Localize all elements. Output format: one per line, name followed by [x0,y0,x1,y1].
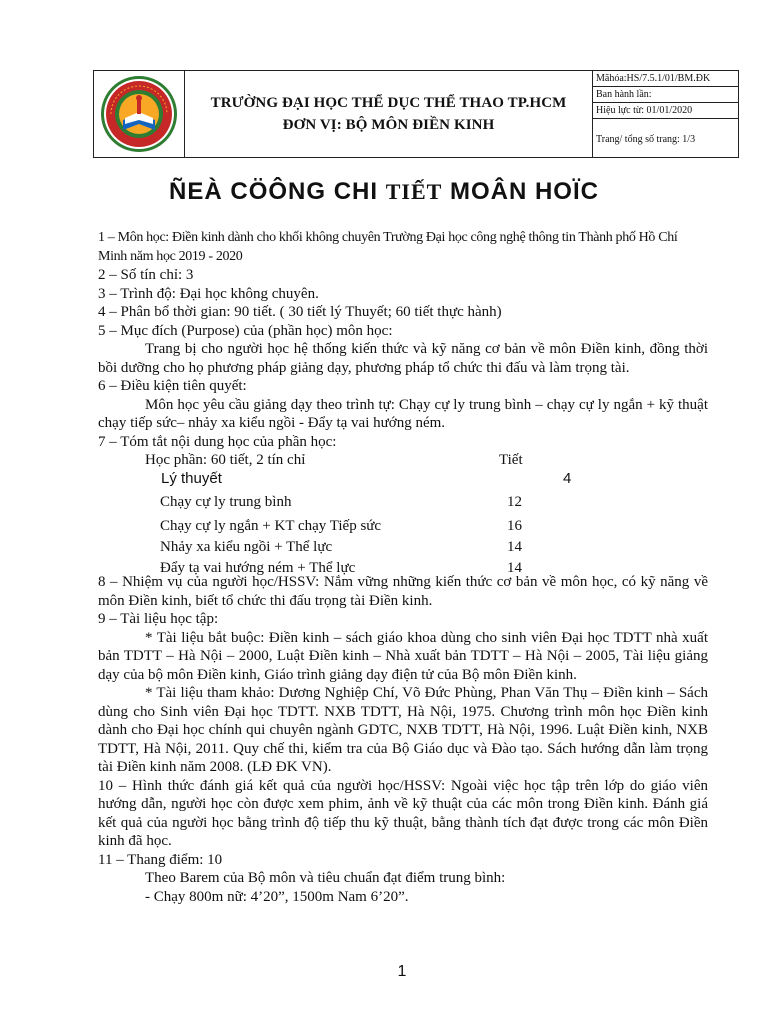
syllabus-row-hours: 12 [507,494,522,510]
syllabus-row-name: Nhảy xa kiểu ngồi + Thể lực [160,539,333,555]
item-3-level: 3 – Trình độ: Đại học không chuyên. [98,285,319,302]
syllabus-row-name: Đẩy tạ vai hướng ném + Thể lực [160,560,356,576]
syllabus-row-hours: 4 [563,470,572,487]
document-title [0,178,768,206]
syllabus-row-name: Chạy cự ly trung bình [160,494,292,510]
item-4-time-allocation: 4 – Phân bổ thời gian: 90 tiết. ( 30 tiết lý Thuyết; 60 tiết thực hành) [98,304,502,320]
document-code: Mãhóa:HS/7.5.1/01/BM.ĐK [593,71,738,87]
item-11-grading-scale: 11 – Thang điểm: 10 [98,851,223,868]
syllabus-row-hours: 14 [507,560,522,576]
item-5-purpose-text: Trang bị cho người học hệ thống kiến thức và kỹ năng cơ bản về môn Điền kinh, đồng thời bồi dưỡng cho họ phương pháp giảng dạy, phương pháp tổ chức thi đấu và làm trọng tài. [98,341,708,376]
item-1-subject: 1 – Môn học: Điền kinh dành cho khối không chuyên Trường Đại học công nghệ thông tin Thành phố Hồ Chí Minh năm học 2019 - 2020 [98,230,678,264]
title-part-2: TIẾT [385,179,443,204]
item-6-prerequisites-text: Môn học yêu cầu giảng dạy theo trình tự: Chạy cự ly trung bình – chạy cự ly ngắn + kỹ thuật chạy tiếp sức– nhảy xa kiểu ngồi - Đẩy tạ vai hướng ném. [98,396,708,431]
item-5-purpose-heading: 5 – Mục đích (Purpose) của (phần học) môn học: [98,322,393,339]
issue-number: Ban hành lần: [593,87,738,103]
syllabus-header-label: Học phần: 60 tiết, 2 tín chỉ [145,452,306,468]
item-7-summary-heading: 7 – Tóm tắt nội dung học của phần học: [98,433,337,450]
document-header [93,70,739,158]
syllabus-header-unit: Tiết [499,452,523,468]
title-part-1: ÑEÀ CÖÔNG CHI [169,178,386,205]
item-11-barem-text: Theo Barem của Bộ môn và tiêu chuẩn đạt điểm trung bình: [145,870,506,886]
item-9-reference-materials: * Tài liệu tham khảo: Dương Nghiệp Chí, Võ Đức Phùng, Phan Văn Thụ – Điền kinh – Sách dùng cho Sinh viên Đại học TDTT. NXB TDTT, Hà Nội, 1975. Chương trình môn học Điền kinh dành cho Đại học chính qui chuyên ngành GDTC, NXB TDTT, Hà Nội, 1996. Luật Điền kinh, NXB TDTT, Hà Nội, 2011. Quy chế thi, kiểm tra của Bộ Giáo dục và Đào tạo. Sách hướng dẫn làm trọng tài Điền kinh năm 2008. (LĐ ĐK VN). [98,685,708,775]
header-meta-cell [593,71,738,157]
document-body [98,229,708,906]
effective-date: Hiệu lực từ: 01/01/2020 [593,103,738,119]
item-9-materials-heading: 9 – Tài liệu học tập: [98,611,219,627]
syllabus-row-hours: 16 [507,518,522,534]
syllabus-row-name: Lý thuyết [161,470,222,487]
university-logo-icon [99,74,179,154]
header-title-cell [185,71,593,157]
department-name: ĐƠN VỊ: BỘ MÔN ĐIỀN KINH [282,117,495,133]
syllabus-row-hours: 14 [507,539,522,555]
syllabus-table [98,451,708,576]
item-6-prerequisites-heading: 6 – Điều kiện tiên quyết: [98,378,247,394]
item-9-required-materials: * Tài liệu bắt buộc: Điền kinh – sách giáo khoa dùng cho sinh viên Đại học TDTT nhà xuất bản TDTT – Hà Nội – 2000, Luật Điền kinh – Nhà xuất bản TDTT – Hà Nội – 2005, Tài liệu giảng dạy của bộ môn Điền kinh, Giáo trình giảng dạy điện tử của Bộ môn Điền kinh. [98,629,708,683]
page-count: Trang/ tổng số trang: 1/3 [596,134,696,145]
item-2-credits: 2 – Số tín chỉ: 3 [98,267,194,283]
title-part-3: MOÂN HOÏC [442,178,599,205]
logo-cell [94,71,185,157]
page-number: 1 [397,963,407,980]
item-8-student-duties: 8 – Nhiệm vụ của người học/HSSV: Nắm vững những kiến thức cơ bản về môn học, có kỹ năng về môn Điền kinh, biết tổ chức thi đấu trọng tài Điền kinh. [98,574,708,609]
syllabus-row-name: Chạy cự ly ngắn + KT chạy Tiếp sức [160,518,382,534]
university-name: TRƯỜNG ĐẠI HỌC THỂ DỤC THỂ THAO TP.HCM [210,95,567,111]
item-10-assessment: 10 – Hình thức đánh giá kết quả của người học/HSSV: Ngoài việc học tập trên lớp do giáo viên hướng dẫn, người học còn được xem phim, ảnh về kỹ thuật của các môn trong Điền kinh. Đánh giá kết quả của người học bằng trình độ tiếp thu kỹ thuật, bằng thành tích đạt được trong các môn Điền kinh đã học. [98,777,708,849]
item-11-running-standard: - Chạy 800m nữ: 4’20”, 1500m Nam 6’20”. [145,888,409,905]
